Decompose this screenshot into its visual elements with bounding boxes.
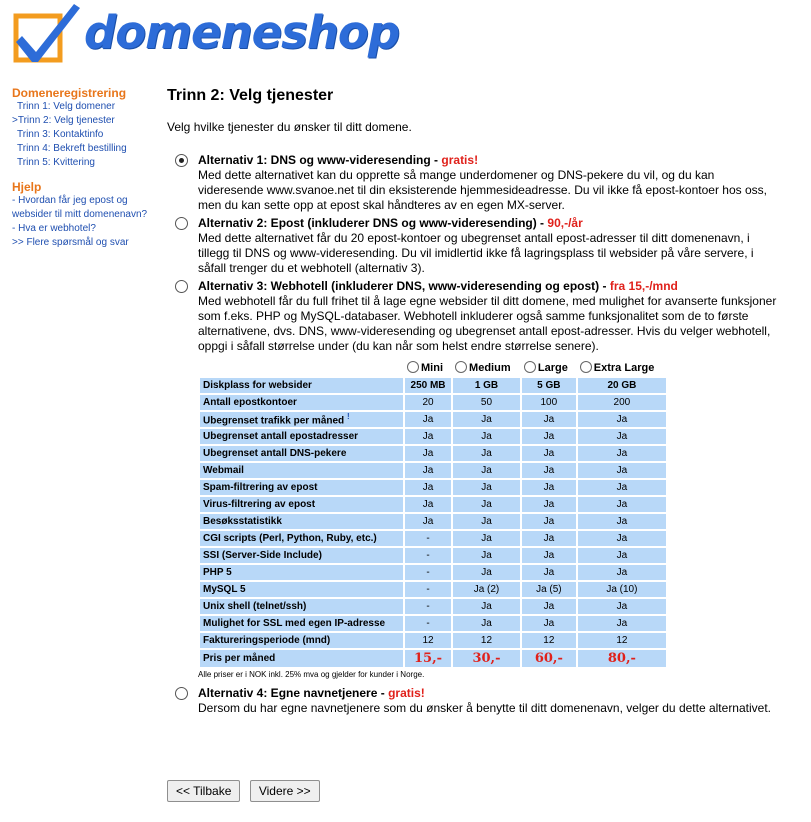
feature-cell [200,429,403,444]
table-row [200,548,666,563]
radio-alternative-2[interactable] [175,217,188,230]
value-cell: Ja [405,429,451,444]
logo-wordmark: domeneshop [84,6,400,59]
table-row [200,378,666,393]
value-cell: Ja [453,531,520,546]
price-cell [578,650,666,667]
plan-large-label: Large [537,362,568,374]
feature-label: Faktureringsperiode (mnd) [203,635,331,646]
value-cell: Ja (10) [578,582,666,597]
feature-cell [200,633,403,648]
value-cell: 12 [578,633,666,648]
radio-alternative-3[interactable] [175,280,188,293]
value-cell: Ja [578,548,666,563]
table-row [200,429,666,444]
alternative-1-price: gratis! [441,153,479,167]
value-cell: Ja [578,480,666,495]
value-cell: Ja [453,514,520,529]
value-cell: Ja [405,412,451,427]
feature-cell [200,480,403,495]
plan-header-empty [200,359,403,376]
price-footnote: Alle priser er i NOK inkl. 25% mva og gjelder for kunder i Norge. [198,670,425,679]
value-cell: Ja [453,565,520,580]
value-cell: Ja [405,463,451,478]
value-cell: Ja [453,446,520,461]
feature-cell [200,497,403,512]
value-cell: Ja [578,463,666,478]
alternative-3-price: fra 15,-/mnd [609,279,678,293]
value-cell: Ja [453,497,520,512]
alternative-2-title: Alternativ 2: Epost (inkluderer DNS og www-videresending) [198,216,537,230]
value-cell: 20 GB [578,378,666,393]
plan-mini[interactable] [405,359,451,376]
help-heading: Hjelp [12,180,42,194]
price-cell [405,650,451,667]
help-link-webhotel[interactable]: - Hva er webhotel? [12,223,96,234]
sidebar-step-5[interactable]: Trinn 5: Kvittering [17,157,95,168]
value-cell: Ja [405,446,451,461]
next-button[interactable]: Videre >> [250,780,320,802]
feature-label: CGI scripts (Perl, Python, Ruby, etc.) [203,533,377,544]
hosting-table [198,357,668,669]
price-medium: 30,- [472,651,501,666]
intro-text: Velg hvilke tjenester du ønsker til ditt domene. [167,120,412,134]
feature-label: Spam-filtrering av epost [203,482,318,493]
value-cell: Ja [405,497,451,512]
alternative-4-title: Alternativ 4: Egne navnetjenere [198,686,378,700]
feature-cell [200,463,403,478]
radio-plan-extra-large[interactable] [580,361,592,373]
alternative-3 [167,279,777,354]
value-cell: Ja [405,480,451,495]
alternative-4-sep: - [377,686,389,700]
sidebar-step-4[interactable]: Trinn 4: Bekreft bestilling [17,143,127,154]
table-row [200,633,666,648]
feature-label: PHP 5 [203,567,232,578]
value-cell: Ja (5) [522,582,576,597]
feature-cell [200,514,403,529]
help-link-faq[interactable]: >> Flere spørsmål og svar [12,237,129,248]
feature-label: Webmail [203,465,244,476]
value-cell: Ja (2) [453,582,520,597]
alternative-3-sep: - [599,279,610,293]
alternative-4-description: Dersom du har egne navnetjenere som du ønsker å benytte til ditt domenenavn, velger du dette alternativet. [198,701,771,715]
value-cell: Ja [405,514,451,529]
price-cell [522,650,576,667]
value-cell: Ja [578,565,666,580]
logo [12,0,400,70]
table-row [200,463,666,478]
table-row [200,565,666,580]
value-cell: 12 [405,633,451,648]
main-content [167,86,777,716]
value-cell: - [405,616,451,631]
price-cell [453,650,520,667]
alternative-1-description: Med dette alternativet kan du opprette så mange underdomener og DNS-pekere du vil, og du kan videresende www.svanoe.net til din eksisterende hjemmesideadresse. Du vil ikke få epost-kontoer hos oss, men du kan sette opp at epost skal håndteres av en egen MX-server. [198,168,767,212]
feature-label: SSI (Server-Side Include) [203,550,322,561]
price-mini: 15,- [414,651,443,666]
feature-cell [200,395,403,410]
table-row [200,599,666,614]
plan-extra-large-label: Extra Large [593,362,655,374]
feature-cell [200,412,403,427]
sidebar-step-3[interactable]: Trinn 3: Kontaktinfo [17,129,104,140]
value-cell: - [405,531,451,546]
feature-cell [200,599,403,614]
sidebar-step-1[interactable]: Trinn 1: Velg domener [17,101,116,112]
price-label: Pris per måned [200,650,403,667]
alternative-3-title: Alternativ 3: Webhotell (inkluderer DNS, www-videresending og epost) [198,279,600,293]
alternative-2-price: 90,-/år [547,216,583,230]
value-cell: 5 GB [522,378,576,393]
table-row [200,395,666,410]
sidebar-step-2[interactable]: >Trinn 2: Velg tjenester [12,115,115,126]
value-cell: Ja [578,514,666,529]
value-cell: Ja [522,616,576,631]
plan-header-row [200,359,666,376]
feature-cell: Diskplass for websider [200,378,403,393]
value-cell: 1 GB [453,378,520,393]
value-cell: - [405,565,451,580]
plan-extra-large[interactable] [578,359,666,376]
value-cell: Ja [453,599,520,614]
radio-plan-large[interactable] [524,361,536,373]
price-row [200,650,666,667]
value-cell: Ja [453,616,520,631]
feature-label: Ubegrenset antall DNS-pekere [203,448,347,459]
value-cell: Ja [522,514,576,529]
feature-cell [200,616,403,631]
radio-alternative-1[interactable] [175,154,188,167]
radio-plan-mini[interactable] [407,361,419,373]
value-cell: Ja [522,548,576,563]
feature-label: Virus-filtrering av epost [203,499,316,510]
alternative-2-description: Med dette alternativet får du 20 epost-kontoer og ubegrenset antall epost-adresser til ditt domenenavn, i tillegg til DNS og www-videresending. Du vil imidlertid ikke få lagringsplass til websider på våre servere, i såfall trenger du et webhotell (alternativ 3). [198,231,754,275]
value-cell: Ja [578,497,666,512]
feature-cell [200,582,403,597]
value-cell: Ja [578,446,666,461]
alternative-2 [167,216,777,276]
alternative-2-sep: - [536,216,548,230]
sidebar [12,86,162,250]
feature-label: Mulighet for SSL med egen IP-adresse [203,618,386,629]
feature-cell [200,548,403,563]
plan-medium-label: Medium [469,362,511,374]
footnote-marker[interactable]: ! [346,412,350,422]
value-cell: Ja [522,531,576,546]
value-cell: Ja [453,548,520,563]
value-cell: 12 [522,633,576,648]
value-cell: 12 [453,633,520,648]
help-link-epost[interactable]: - Hvordan får jeg epost og websider til mitt domenenavn? [12,195,148,220]
checkbox-logo-icon [12,2,84,66]
table-row [200,582,666,597]
step-list [12,100,162,170]
plan-medium[interactable] [453,359,520,376]
feature-cell [200,446,403,461]
value-cell: Ja [522,497,576,512]
feature-label: Ubegrenset trafikk per måned [203,415,345,427]
table-row [200,531,666,546]
value-cell: Ja [522,480,576,495]
value-cell: - [405,548,451,563]
value-cell: Ja [522,565,576,580]
table-row [200,514,666,529]
alternative-1 [167,153,777,213]
table-row [200,616,666,631]
feature-label: Ubegrenset antall epostadresser [203,431,359,442]
alternative-1-sep: - [430,153,442,167]
table-row [200,412,666,427]
radio-alternative-4[interactable] [175,687,188,700]
alternative-4 [167,686,777,716]
feature-label: Besøksstatistikk [203,516,282,527]
value-cell: Ja [453,480,520,495]
feature-label: Antall epostkontoer [203,397,297,408]
help-section [12,180,162,250]
feature-cell [200,531,403,546]
alternative-1-title: Alternativ 1: DNS og www-videresending [198,153,431,167]
table-row [200,446,666,461]
value-cell: Ja [578,616,666,631]
value-cell: Ja [522,599,576,614]
plan-large[interactable] [522,359,576,376]
hosting-plans [198,357,668,680]
navigation-buttons [167,780,325,802]
value-cell: - [405,582,451,597]
value-cell: Ja [453,463,520,478]
value-cell: Ja [522,446,576,461]
price-large: 60,- [534,651,563,666]
back-button[interactable]: << Tilbake [167,780,240,802]
alternative-3-description: Med webhotell får du full frihet til å lage egne websider til ditt domene, med mulighet for avanserte funksjoner som f.eks. PHP og MySQL-databaser. Webhotell inkluderer også samme funksjonalitet som de to første alternativene, dvs. DNS, www-videresending og ubegrenset antall epost-adresser. Hvis du velger webhotell, oppgi i såfall størrelse under (du kan når som helst endre størrelse senere). [198,294,777,353]
page-title: Trinn 2: Velg tjenester [167,87,334,104]
value-cell: 20 [405,395,451,410]
value-cell: 50 [453,395,520,410]
table-row [200,497,666,512]
feature-label: MySQL 5 [203,584,246,595]
value-cell: 200 [578,395,666,410]
value-cell: Ja [578,429,666,444]
value-cell: Ja [522,412,576,427]
value-cell: Ja [453,429,520,444]
value-cell: Ja [578,412,666,427]
feature-cell [200,565,403,580]
value-cell: Ja [578,531,666,546]
price-extra-large: 80,- [607,651,636,666]
value-cell: Ja [578,599,666,614]
value-cell: Ja [522,429,576,444]
radio-plan-medium[interactable] [455,361,467,373]
table-row [200,480,666,495]
value-cell: - [405,599,451,614]
value-cell: 100 [522,395,576,410]
alternative-4-price: gratis! [388,686,425,700]
value-cell: Ja [453,412,520,427]
plan-mini-label: Mini [421,362,443,374]
value-cell: Ja [522,463,576,478]
value-cell: 250 MB [405,378,451,393]
sidebar-heading: Domeneregistrering [12,86,127,100]
feature-label: Unix shell (telnet/ssh) [203,601,307,612]
